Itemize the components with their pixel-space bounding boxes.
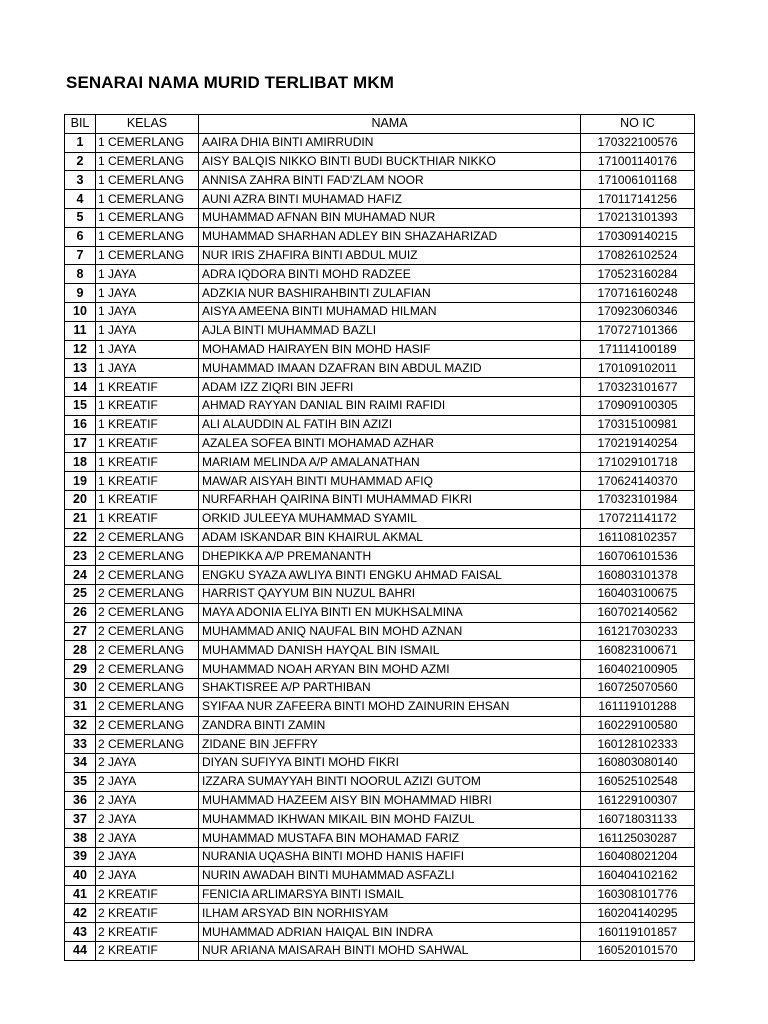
cell-bil: 27 — [65, 622, 96, 641]
cell-nama: MUHAMMAD IKHWAN MIKAIL BIN MOHD FAIZUL — [199, 810, 581, 829]
cell-bil: 39 — [65, 848, 96, 867]
cell-bil: 37 — [65, 810, 96, 829]
cell-kelas: 2 CEMERLANG — [96, 566, 199, 585]
cell-bil: 29 — [65, 660, 96, 679]
cell-kelas: 1 KREATIF — [96, 378, 199, 397]
cell-kelas: 2 JAYA — [96, 829, 199, 848]
cell-bil: 16 — [65, 415, 96, 434]
student-table — [64, 114, 695, 961]
cell-noic: 170213101393 — [581, 208, 695, 227]
cell-kelas: 1 CEMERLANG — [96, 190, 199, 209]
page-title: SENARAI NAMA MURID TERLIBAT MKM — [66, 73, 394, 92]
cell-bil: 33 — [65, 735, 96, 754]
cell-noic: 171029101718 — [581, 453, 695, 472]
cell-bil: 26 — [65, 603, 96, 622]
cell-nama: DHEPIKKA A/P PREMANANTH — [199, 547, 581, 566]
header-kelas: KELAS — [96, 115, 199, 134]
table-row — [65, 678, 695, 697]
cell-kelas: 1 JAYA — [96, 265, 199, 284]
cell-bil: 11 — [65, 321, 96, 340]
cell-nama: DIYAN SUFIYYA BINTI MOHD FIKRI — [199, 754, 581, 773]
cell-nama: HARRIST QAYYUM BIN NUZUL BAHRI — [199, 584, 581, 603]
table-row — [65, 133, 695, 152]
cell-bil: 21 — [65, 509, 96, 528]
header-bil: BIL — [65, 115, 96, 134]
cell-noic: 160204140295 — [581, 904, 695, 923]
cell-kelas: 1 JAYA — [96, 284, 199, 303]
table-row — [65, 302, 695, 321]
cell-kelas: 1 JAYA — [96, 321, 199, 340]
cell-kelas: 2 CEMERLANG — [96, 622, 199, 641]
cell-noic: 170117141256 — [581, 190, 695, 209]
table-row — [65, 942, 695, 961]
cell-bil: 22 — [65, 528, 96, 547]
cell-nama: MUHAMMAD ANIQ NAUFAL BIN MOHD AZNAN — [199, 622, 581, 641]
table-row — [65, 904, 695, 923]
cell-kelas: 1 JAYA — [96, 359, 199, 378]
header-row — [65, 115, 695, 134]
cell-kelas: 1 JAYA — [96, 302, 199, 321]
cell-kelas: 2 CEMERLANG — [96, 641, 199, 660]
cell-bil: 35 — [65, 772, 96, 791]
cell-noic: 160520101570 — [581, 942, 695, 961]
cell-kelas: 1 CEMERLANG — [96, 227, 199, 246]
cell-noic: 160702140562 — [581, 603, 695, 622]
table-row — [65, 716, 695, 735]
cell-noic: 161217030233 — [581, 622, 695, 641]
cell-noic: 171114100189 — [581, 340, 695, 359]
cell-kelas: 2 CEMERLANG — [96, 547, 199, 566]
cell-kelas: 2 CEMERLANG — [96, 716, 199, 735]
cell-nama: ADAM ISKANDAR BIN KHAIRUL AKMAL — [199, 528, 581, 547]
cell-noic: 161229100307 — [581, 791, 695, 810]
cell-noic: 170219140254 — [581, 434, 695, 453]
cell-nama: NURANIA UQASHA BINTI MOHD HANIS HAFIFI — [199, 848, 581, 867]
cell-kelas: 1 KREATIF — [96, 396, 199, 415]
table-body — [65, 133, 695, 960]
cell-bil: 10 — [65, 302, 96, 321]
cell-nama: MARIAM MELINDA A/P AMALANATHAN — [199, 453, 581, 472]
cell-noic: 160823100671 — [581, 641, 695, 660]
table-row — [65, 697, 695, 716]
cell-nama: ZIDANE BIN JEFFRY — [199, 735, 581, 754]
cell-nama: SYIFAA NUR ZAFEERA BINTI MOHD ZAINURIN EHSAN — [199, 697, 581, 716]
table-row — [65, 208, 695, 227]
cell-noic: 170721141172 — [581, 509, 695, 528]
cell-bil: 5 — [65, 208, 96, 227]
table-row — [65, 735, 695, 754]
table-row — [65, 284, 695, 303]
cell-kelas: 2 CEMERLANG — [96, 584, 199, 603]
cell-nama: AJLA BINTI MUHAMMAD BAZLI — [199, 321, 581, 340]
table-row — [65, 359, 695, 378]
cell-noic: 160404102162 — [581, 866, 695, 885]
cell-kelas: 2 CEMERLANG — [96, 528, 199, 547]
table-row — [65, 923, 695, 942]
cell-bil: 42 — [65, 904, 96, 923]
cell-nama: AAIRA DHIA BINTI AMIRRUDIN — [199, 133, 581, 152]
cell-bil: 34 — [65, 754, 96, 773]
header-nama: NAMA — [199, 115, 581, 134]
cell-bil: 15 — [65, 396, 96, 415]
cell-bil: 23 — [65, 547, 96, 566]
cell-nama: ZANDRA BINTI ZAMIN — [199, 716, 581, 735]
cell-bil: 25 — [65, 584, 96, 603]
cell-nama: MAWAR AISYAH BINTI MUHAMMAD AFIQ — [199, 472, 581, 491]
cell-kelas: 2 CEMERLANG — [96, 697, 199, 716]
cell-kelas: 2 JAYA — [96, 772, 199, 791]
cell-kelas: 2 KREATIF — [96, 885, 199, 904]
cell-kelas: 1 CEMERLANG — [96, 152, 199, 171]
table-row — [65, 340, 695, 359]
cell-noic: 170727101366 — [581, 321, 695, 340]
table-row — [65, 152, 695, 171]
cell-noic: 160402100905 — [581, 660, 695, 679]
cell-nama: MOHAMAD HAIRAYEN BIN MOHD HASIF — [199, 340, 581, 359]
cell-noic: 171006101168 — [581, 171, 695, 190]
cell-bil: 9 — [65, 284, 96, 303]
cell-nama: MUHAMMAD AFNAN BIN MUHAMAD NUR — [199, 208, 581, 227]
cell-bil: 1 — [65, 133, 96, 152]
cell-nama: ADZKIA NUR BASHIRAHBINTI ZULAFIAN — [199, 284, 581, 303]
cell-nama: MUHAMMAD ADRIAN HAIQAL BIN INDRA — [199, 923, 581, 942]
table-header — [65, 115, 695, 134]
cell-nama: ALI ALAUDDIN AL FATIH BIN AZIZI — [199, 415, 581, 434]
cell-bil: 3 — [65, 171, 96, 190]
cell-noic: 160229100580 — [581, 716, 695, 735]
table-row — [65, 321, 695, 340]
cell-noic: 160403100675 — [581, 584, 695, 603]
cell-bil: 13 — [65, 359, 96, 378]
cell-noic: 170323101984 — [581, 490, 695, 509]
cell-kelas: 2 CEMERLANG — [96, 660, 199, 679]
cell-kelas: 2 CEMERLANG — [96, 603, 199, 622]
cell-noic: 170523160284 — [581, 265, 695, 284]
cell-noic: 161119101288 — [581, 697, 695, 716]
cell-nama: MUHAMMAD MUSTAFA BIN MOHAMAD FARIZ — [199, 829, 581, 848]
table-row — [65, 528, 695, 547]
cell-bil: 7 — [65, 246, 96, 265]
cell-nama: AISYA AMEENA BINTI MUHAMAD HILMAN — [199, 302, 581, 321]
cell-bil: 41 — [65, 885, 96, 904]
cell-nama: ENGKU SYAZA AWLIYA BINTI ENGKU AHMAD FAISAL — [199, 566, 581, 585]
table-row — [65, 190, 695, 209]
cell-nama: AUNI AZRA BINTI MUHAMAD HAFIZ — [199, 190, 581, 209]
cell-kelas: 1 CEMERLANG — [96, 208, 199, 227]
cell-noic: 170322100576 — [581, 133, 695, 152]
cell-nama: NUR IRIS ZHAFIRA BINTI ABDUL MUIZ — [199, 246, 581, 265]
cell-nama: ANNISA ZAHRA BINTI FAD'ZLAM NOOR — [199, 171, 581, 190]
cell-bil: 40 — [65, 866, 96, 885]
cell-noic: 160706101536 — [581, 547, 695, 566]
cell-nama: NUR ARIANA MAISARAH BINTI MOHD SAHWAL — [199, 942, 581, 961]
cell-kelas: 1 CEMERLANG — [96, 246, 199, 265]
table-row — [65, 378, 695, 397]
cell-nama: AHMAD RAYYAN DANIAL BIN RAIMI RAFIDI — [199, 396, 581, 415]
cell-noic: 170624140370 — [581, 472, 695, 491]
table-row — [65, 227, 695, 246]
table-row — [65, 791, 695, 810]
cell-noic: 160725070560 — [581, 678, 695, 697]
cell-bil: 36 — [65, 791, 96, 810]
cell-kelas: 2 KREATIF — [96, 923, 199, 942]
cell-bil: 30 — [65, 678, 96, 697]
table-row — [65, 246, 695, 265]
table-row — [65, 547, 695, 566]
cell-nama: MUHAMMAD NOAH ARYAN BIN MOHD AZMI — [199, 660, 581, 679]
cell-bil: 38 — [65, 829, 96, 848]
cell-nama: AZALEA SOFEA BINTI MOHAMAD AZHAR — [199, 434, 581, 453]
cell-nama: SHAKTISREE A/P PARTHIBAN — [199, 678, 581, 697]
table-row — [65, 490, 695, 509]
cell-noic: 161108102357 — [581, 528, 695, 547]
table-row — [65, 754, 695, 773]
cell-noic: 161125030287 — [581, 829, 695, 848]
cell-nama: AISY BALQIS NIKKO BINTI BUDI BUCKTHIAR NIKKO — [199, 152, 581, 171]
cell-noic: 170716160248 — [581, 284, 695, 303]
table-row — [65, 772, 695, 791]
cell-noic: 170909100305 — [581, 396, 695, 415]
cell-bil: 24 — [65, 566, 96, 585]
cell-nama: MUHAMMAD SHARHAN ADLEY BIN SHAZAHARIZAD — [199, 227, 581, 246]
table-row — [65, 415, 695, 434]
table-row — [65, 472, 695, 491]
cell-noic: 170309140215 — [581, 227, 695, 246]
cell-nama: MUHAMMAD IMAAN DZAFRAN BIN ABDUL MAZID — [199, 359, 581, 378]
cell-noic: 160525102548 — [581, 772, 695, 791]
cell-kelas: 2 JAYA — [96, 866, 199, 885]
cell-nama: ADRA IQDORA BINTI MOHD RADZEE — [199, 265, 581, 284]
cell-noic: 160128102333 — [581, 735, 695, 754]
cell-kelas: 1 KREATIF — [96, 453, 199, 472]
cell-noic: 170923060346 — [581, 302, 695, 321]
cell-nama: ILHAM ARSYAD BIN NORHISYAM — [199, 904, 581, 923]
table-row — [65, 566, 695, 585]
cell-kelas: 1 KREATIF — [96, 509, 199, 528]
cell-noic: 171001140176 — [581, 152, 695, 171]
cell-kelas: 1 JAYA — [96, 340, 199, 359]
cell-kelas: 2 JAYA — [96, 754, 199, 773]
cell-noic: 160803101378 — [581, 566, 695, 585]
table-row — [65, 265, 695, 284]
cell-bil: 17 — [65, 434, 96, 453]
cell-nama: ORKID JULEEYA MUHAMMAD SYAMIL — [199, 509, 581, 528]
table-row — [65, 434, 695, 453]
table-row — [65, 641, 695, 660]
cell-bil: 12 — [65, 340, 96, 359]
table-row — [65, 622, 695, 641]
cell-nama: IZZARA SUMAYYAH BINTI NOORUL AZIZI GUTOM — [199, 772, 581, 791]
cell-noic: 160119101857 — [581, 923, 695, 942]
cell-noic: 160718031133 — [581, 810, 695, 829]
cell-nama: MUHAMMAD DANISH HAYQAL BIN ISMAIL — [199, 641, 581, 660]
table-row — [65, 660, 695, 679]
cell-noic: 160308101776 — [581, 885, 695, 904]
cell-bil: 28 — [65, 641, 96, 660]
table-row — [65, 396, 695, 415]
cell-noic: 170826102524 — [581, 246, 695, 265]
table-row — [65, 866, 695, 885]
cell-bil: 20 — [65, 490, 96, 509]
cell-bil: 18 — [65, 453, 96, 472]
cell-kelas: 1 KREATIF — [96, 490, 199, 509]
cell-bil: 14 — [65, 378, 96, 397]
cell-noic: 160408021204 — [581, 848, 695, 867]
cell-bil: 2 — [65, 152, 96, 171]
table-row — [65, 848, 695, 867]
cell-kelas: 2 JAYA — [96, 791, 199, 810]
header-noic: NO IC — [581, 115, 695, 134]
cell-kelas: 2 JAYA — [96, 848, 199, 867]
table-row — [65, 829, 695, 848]
cell-bil: 19 — [65, 472, 96, 491]
cell-bil: 32 — [65, 716, 96, 735]
table-row — [65, 509, 695, 528]
table-row — [65, 885, 695, 904]
cell-kelas: 2 CEMERLANG — [96, 678, 199, 697]
table-row — [65, 584, 695, 603]
cell-bil: 43 — [65, 923, 96, 942]
cell-kelas: 1 CEMERLANG — [96, 133, 199, 152]
cell-noic: 170323101677 — [581, 378, 695, 397]
cell-kelas: 2 KREATIF — [96, 904, 199, 923]
cell-bil: 44 — [65, 942, 96, 961]
cell-bil: 4 — [65, 190, 96, 209]
table-row — [65, 171, 695, 190]
cell-noic: 160803080140 — [581, 754, 695, 773]
cell-nama: FENICIA ARLIMARSYA BINTI ISMAIL — [199, 885, 581, 904]
cell-kelas: 1 KREATIF — [96, 415, 199, 434]
cell-kelas: 2 KREATIF — [96, 942, 199, 961]
cell-kelas: 1 KREATIF — [96, 472, 199, 491]
cell-kelas: 2 JAYA — [96, 810, 199, 829]
table-row — [65, 603, 695, 622]
cell-bil: 8 — [65, 265, 96, 284]
cell-kelas: 2 CEMERLANG — [96, 735, 199, 754]
cell-kelas: 1 CEMERLANG — [96, 171, 199, 190]
cell-noic: 170315100981 — [581, 415, 695, 434]
cell-bil: 31 — [65, 697, 96, 716]
cell-nama: ADAM IZZ ZIQRI BIN JEFRI — [199, 378, 581, 397]
cell-nama: MAYA ADONIA ELIYA BINTI EN MUKHSALMINA — [199, 603, 581, 622]
table-row — [65, 453, 695, 472]
cell-bil: 6 — [65, 227, 96, 246]
cell-noic: 170109102011 — [581, 359, 695, 378]
cell-kelas: 1 KREATIF — [96, 434, 199, 453]
cell-nama: NURFARHAH QAIRINA BINTI MUHAMMAD FIKRI — [199, 490, 581, 509]
table-row — [65, 810, 695, 829]
cell-nama: MUHAMMAD HAZEEM AISY BIN MOHAMMAD HIBRI — [199, 791, 581, 810]
cell-nama: NURIN AWADAH BINTI MUHAMMAD ASFAZLI — [199, 866, 581, 885]
